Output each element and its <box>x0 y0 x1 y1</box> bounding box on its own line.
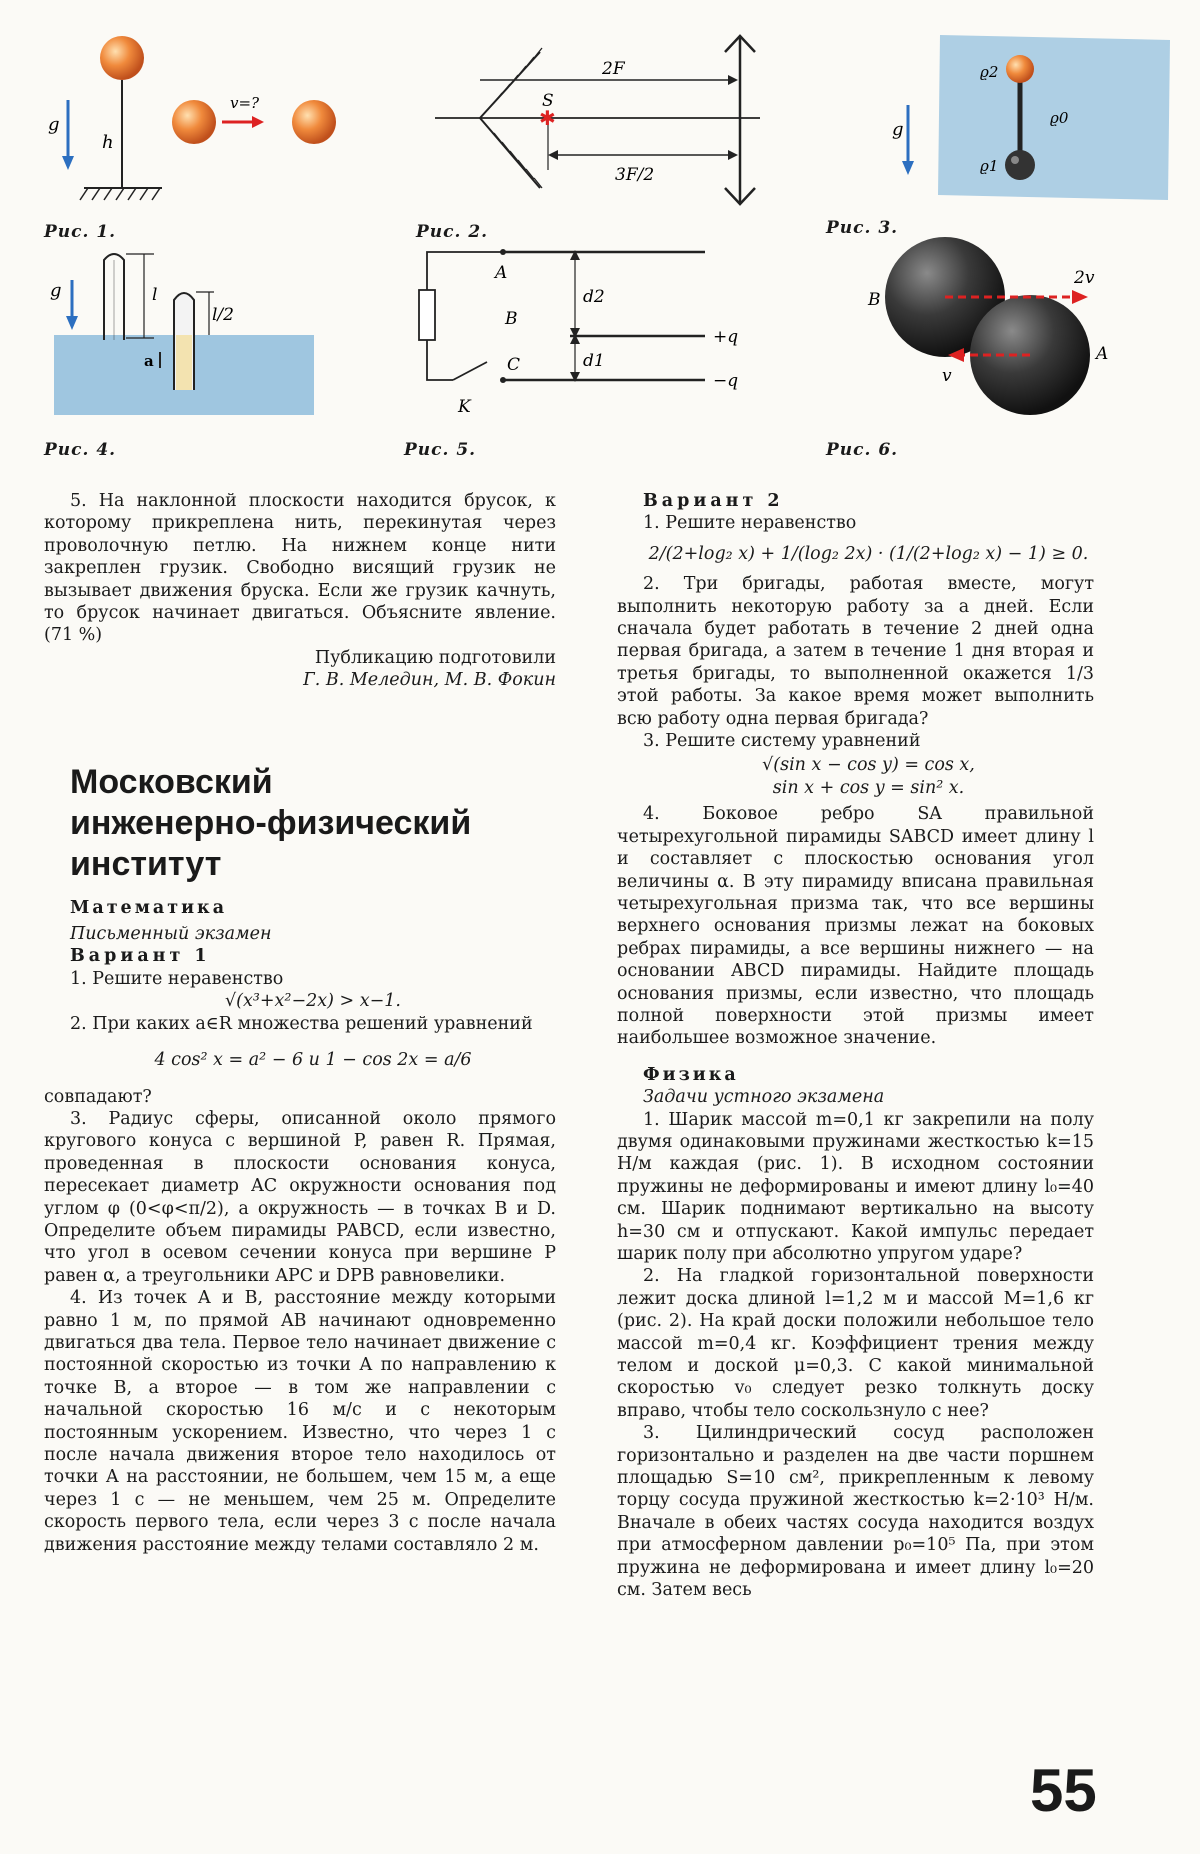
phys-q2: 2. На гладкой горизонтальной поверхности лежит доска длиной l=1,2 м и массой M=1,6 кг (рис. 2). На край доски положили небольшое тело массой m=0,4 кг. Коэффициент трения между телом и доской μ=0,3. С какой минимальной скоростью v₀ следует резко толкнуть доску вправо, чтобы тело соскользнуло с нее? <box>617 1266 1094 1421</box>
oral-exam-heading: Задачи устного экзамена <box>643 1087 885 1108</box>
v2-q2: 2. Три бригады, работая вместе, могут выполнить некоторую работу за a дней. Если сначала будет работать в течение 2 дней одна первая бригада, а затем в течение 1 дня вторая и третья бригады, то выполненной окажется 1/3 этой работы. За какое время может выполнить всю работу одна первая бригада? <box>617 574 1094 729</box>
v2-q3-formula-1: √(sin x − cos y) = cos x, <box>762 755 975 776</box>
v2-q3: 3. Решите систему уравнений <box>643 731 921 752</box>
exam-heading: Письменный экзамен <box>70 924 272 945</box>
section-title-line2: инженерно-физический <box>70 803 472 842</box>
ball-left <box>172 100 216 144</box>
section-title-line3: институт <box>70 844 222 883</box>
svg-text:+q: +q <box>713 327 739 347</box>
svg-text:g: g <box>892 119 904 140</box>
svg-text:l/2: l/2 <box>212 305 234 325</box>
fig6-caption: Рис. 6. <box>826 440 899 460</box>
source-point-label: S <box>542 91 554 111</box>
figure-6 <box>860 235 1180 425</box>
physics-heading: Физика <box>643 1064 739 1085</box>
variant-1-heading: Вариант 1 <box>70 946 211 967</box>
subject-heading: Математика <box>70 897 228 918</box>
svg-text:ϱ0: ϱ0 <box>1050 109 1069 127</box>
figure-3 <box>880 25 1180 215</box>
v2-q1: 1. Решите неравенство <box>643 513 857 534</box>
svg-text:K: K <box>458 397 471 417</box>
page-number: 55 <box>1030 1757 1097 1824</box>
svg-text:✱: ✱ <box>539 106 556 130</box>
publication-credit: Публикацию подготовили <box>314 647 556 668</box>
math-q2-end: совпадают? <box>44 1086 152 1107</box>
svg-text:v: v <box>942 366 952 386</box>
phys-q1: 1. Шарик массой m=0,1 кг закрепили на полу двумя одинаковыми пружинами жесткостью k=15 Н/м каждая (рис. 1). В исходном состоянии пружины не деформированы и имеют длину l₀=40 см. Шарик поднимают вертикально на высоту h=30 см и отпускают. Какой импульс передает шарик полу при абсолютно упругом ударе? <box>617 1109 1094 1264</box>
svg-text:g: g <box>48 114 60 135</box>
math-q2: 2. При каких a∈R множества решений уравнений <box>70 1013 533 1034</box>
ball-top <box>100 36 144 80</box>
svg-text:ϱ1: ϱ1 <box>980 157 999 175</box>
problem-5-physics: 5. На наклонной плоскости находится брусок, к которому прикреплена нить, перекинутая через проволочную петлю. На нижнем конце нити закреплен грузик. Свободно висящий грузик не вызывает движения бруска. Если же грузик качнуть, то брусок начинает двигаться. Объясните явление. (71 %) <box>44 491 556 646</box>
v2-q3-formula-2: sin x + cos y = sin² x. <box>772 777 965 798</box>
svg-text:B: B <box>505 309 518 329</box>
fig5-caption: Рис. 5. <box>404 440 477 460</box>
svg-text:3F/2: 3F/2 <box>615 165 655 185</box>
svg-text:l: l <box>152 285 158 305</box>
svg-text:a: a <box>144 352 154 370</box>
v2-q1-formula: 2/(2+log₂ x) + 1/(log₂ 2x) · (1/(2+log₂ x) − 1) ≥ 0. <box>648 543 1089 564</box>
svg-text:A: A <box>495 263 508 283</box>
ball-right <box>292 100 336 144</box>
figure-5 <box>415 240 755 425</box>
section-title-line1: Московский <box>70 762 273 801</box>
variant-2-heading: Вариант 2 <box>643 491 784 511</box>
math-q1: 1. Решите неравенство <box>70 968 284 989</box>
svg-text:d1: d1 <box>583 351 605 371</box>
svg-text:v=?: v=? <box>230 94 260 112</box>
math-q3: 3. Радиус сферы, описанной около прямого кругового конуса с вершиной P, равен R. Прямая, проведенная в плоскости основания конуса, пересекает диаметр AC окружности основания под углом φ (0<φ<π/2), а окружность — в точках B и D. Определите объем пирамиды PABCD, если известно, что угол в осевом сечении конуса при вершине P равен α, а треугольники APC и DPB равновелики. <box>44 1108 556 1286</box>
figure-1 <box>44 20 364 220</box>
fig2-caption: Рис. 2. <box>416 222 489 242</box>
svg-text:2F: 2F <box>602 59 625 79</box>
svg-text:A: A <box>1096 344 1109 364</box>
right-column <box>617 490 1094 1602</box>
fig3-caption: Рис. 3. <box>826 218 899 238</box>
publication-authors: Г. В. Меледин, М. В. Фокин <box>303 670 556 691</box>
svg-text:d2: d2 <box>583 287 605 307</box>
math-q1-formula: √(x³+x²−2x) > x−1. <box>225 991 401 1012</box>
svg-text:g: g <box>50 280 62 301</box>
fig1-caption: Рис. 1. <box>44 222 117 242</box>
figure-4 <box>44 240 324 420</box>
math-q2-formula: 4 cos² x = a² − 6 и 1 − cos 2x = a/6 <box>154 1050 472 1071</box>
svg-text:h: h <box>102 132 114 153</box>
svg-text:B: B <box>868 290 881 310</box>
phys-q3: 3. Цилиндрический сосуд расположен горизонтально и разделен на две части поршнем площадью S=10 см², прикрепленным к левому торцу сосуда пружиной жесткостью k=2·10³ Н/м. Вначале в обеих частях сосуда находится воздух при атмосферном давлении p₀=10⁵ Па, при этом пружина не деформирована и имеет длину l₀=20 см. Затем весь <box>617 1423 1094 1601</box>
v2-q4: 4. Боковое ребро SA правильной четырехугольной пирамиды SABCD имеет длину l и составляет с плоскостью основания угол величины α. В эту пирамиду вписана правильная четырехугольная призма так, что все вершины верхнего основания призмы лежат на боковых ребрах пирамиды, а все вершины нижнего — на основании ABCD пирамиды. Найдите площадь основания призмы, если известно, что площадь полной поверхности этой призмы имеет наибольшее возможное значение. <box>617 804 1094 1049</box>
svg-text:−q: −q <box>713 371 739 391</box>
svg-text:ϱ2: ϱ2 <box>980 63 999 81</box>
left-column <box>44 490 556 1556</box>
figure-2 <box>430 30 770 215</box>
svg-text:2v: 2v <box>1074 268 1095 288</box>
math-q4: 4. Из точек A и B, расстояние между которыми равно 1 м, по прямой AB начинают одновременно двигаться два тела. Первое тело начинает движение с постоянной скоростью из точки A по направлению к точке B, а второе — в том же направлении с начальной скоростью 16 м/с и с некоторым постоянным ускорением. Известно, что через 1 с после начала движения второе тело находилось от точки A на расстоянии, не большем, чем 15 м, а еще через 1 с — не меньшем, чем 25 м. Определите скорость первого тела, если через 3 с после начала движения расстояние между телами составляло 2 м. <box>44 1288 556 1555</box>
fig4-caption: Рис. 4. <box>44 440 117 460</box>
svg-text:C: C <box>507 355 521 375</box>
